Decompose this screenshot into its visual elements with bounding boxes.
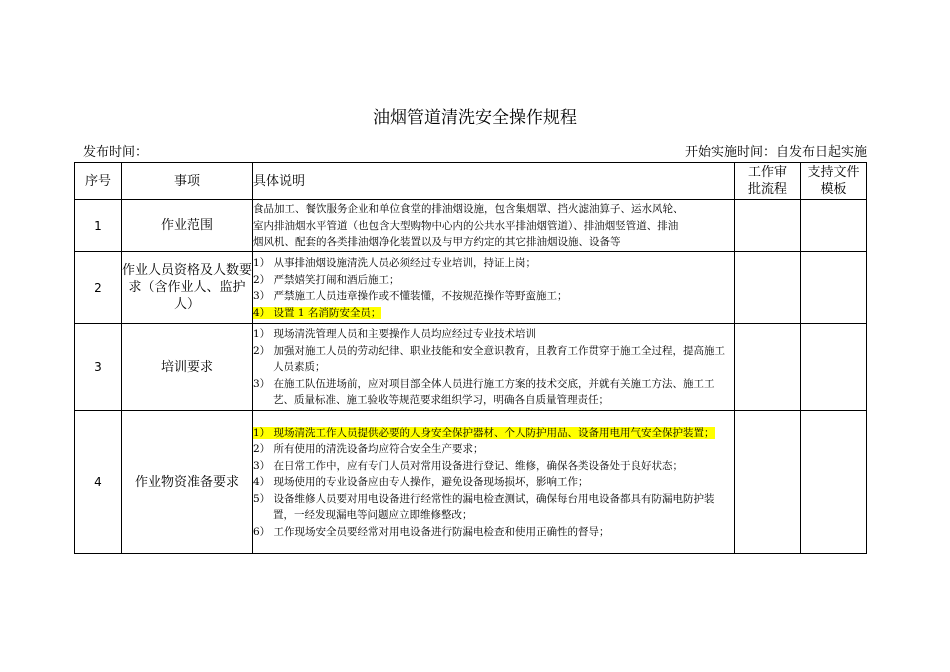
document-title: 油烟管道清洗安全操作规程 <box>373 108 577 128</box>
row-item: 作业范围 <box>122 200 253 252</box>
detail-line: 3） 严禁施工人员违章操作或不懂装懂，不按规范操作等野蛮施工； <box>253 290 568 302</box>
row-approval-cell <box>735 252 801 324</box>
row-item: 作业人员资格及人数要求（含作业人、监护人） <box>122 252 253 324</box>
publish-time-label: 发布时间： <box>83 145 149 160</box>
row-item: 作业物资准备要求 <box>122 411 253 554</box>
detail-line: 食品加工、餐饮服务企业和单位食堂的排油烟设施，包含集烟罩、挡火滤油算子、运水风轮、 <box>253 203 684 216</box>
row-approval-cell <box>735 411 801 554</box>
table-row <box>75 200 867 252</box>
row-seq: 4 <box>75 411 122 554</box>
row-template-cell <box>801 200 867 252</box>
detail-line: 3） 在日常工作中，应有专门人员对常用设备进行登记、维修，确保各类设备处于良好状态； <box>253 459 684 472</box>
highlighted-text: 4） 设置 1 名消防安全员； <box>253 306 382 319</box>
row-detail <box>253 411 735 554</box>
detail-line: 5） 设备维修人员要对用电设备进行经常性的漏电检查测试，确保每台用电设备都具有防漏电防护装置，一经发现漏电等问题应立即维修整改； <box>253 492 715 522</box>
detail-line: 1） 从事排油烟设施清洗人员必须经过专业培训，持证上岗； <box>253 257 537 269</box>
detail-line: 3） 在施工队伍进场前，应对项目部全体人员进行施工方案的技术交底，并就有关施工方法、施工工艺、质量标准、施工验收等规范要求组织学习，明确各自质量管理责任； <box>253 377 715 407</box>
row-detail <box>253 324 735 411</box>
row-item: 培训要求 <box>122 324 253 411</box>
detail-line: 1） 现场清洗管理人员和主要操作人员均应经过专业技术培训 <box>253 328 537 341</box>
detail-line: 2） 加强对施工人员的劳动纪律、职业技能和安全意识教育，且教育工作贯穿于施工全过程，提高施工人员素质； <box>253 344 726 374</box>
detail-line: 烟风机、配套的各类排油烟净化装置以及与甲方约定的其它排油烟设施、设备等 <box>253 236 621 249</box>
table-row <box>75 252 867 324</box>
header-template: 支持文件模板 <box>801 163 867 200</box>
procedure-table <box>74 162 867 554</box>
detail-line: 2） 严禁嬉笑打闹和酒后施工； <box>253 273 400 286</box>
header-seq: 序号 <box>75 163 122 200</box>
row-approval-cell <box>735 324 801 411</box>
row-seq: 1 <box>75 200 122 252</box>
table-row <box>75 324 867 411</box>
detail-line: 6） 工作现场安全员要经常对用电设备进行防漏电检查和使用正确性的督导； <box>253 525 610 538</box>
detail-line <box>253 425 734 442</box>
header-detail: 具体说明 <box>253 163 735 200</box>
detail-line: 4） 现场使用的专业设备应由专人操作，避免设备现场损坏，影响工作； <box>253 476 589 489</box>
header-row <box>75 163 867 200</box>
header-item: 事项 <box>122 163 253 200</box>
detail-line: 2） 所有使用的清洗设备均应符合安全生产要求； <box>253 443 484 456</box>
header-approval: 工作审批流程 <box>735 163 801 200</box>
highlighted-text: 1） 现场清洗工作人员提供必要的人身安全保护器材、个人防护用品、设备用电用气安全保护装置； <box>253 426 715 439</box>
effective-time-label: 开始实施时间：自发布日起实施 <box>684 145 867 160</box>
row-template-cell <box>801 252 867 324</box>
row-detail <box>253 200 735 252</box>
detail-line <box>253 305 734 322</box>
row-approval-cell <box>735 200 801 252</box>
row-seq: 3 <box>75 324 122 411</box>
row-detail <box>253 252 735 324</box>
detail-line: 室内排油烟水平管道（也包含大型购物中心内的公共水平排油烟管道）、排油烟竖管道、排油 <box>253 219 679 232</box>
row-template-cell <box>801 324 867 411</box>
table-row <box>75 411 867 554</box>
row-template-cell <box>801 411 867 554</box>
row-seq: 2 <box>75 252 122 324</box>
